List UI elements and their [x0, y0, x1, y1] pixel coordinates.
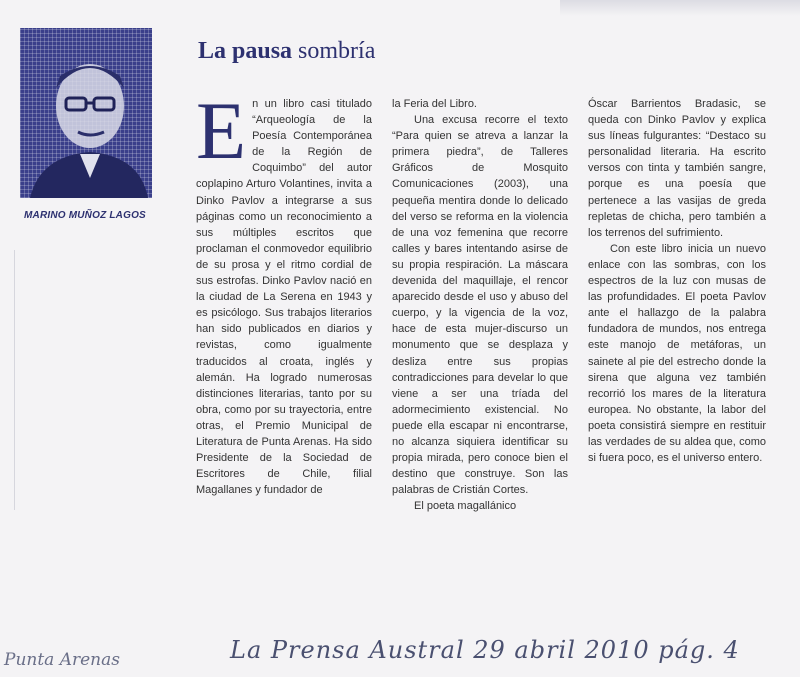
author-portrait-icon [20, 28, 152, 198]
author-byline: MARINO MUÑOZ LAGOS [24, 210, 146, 221]
article-column-2 [392, 96, 568, 651]
handwritten-margin-note: Punta Arenas [4, 650, 120, 670]
paragraph: la Feria del Libro. [392, 98, 477, 110]
title-rest: sombría [298, 38, 376, 64]
scan-margin-line [14, 250, 15, 510]
article-column-1 [196, 96, 372, 651]
article-column-3 [588, 96, 766, 651]
article-title [198, 38, 375, 65]
paragraph: Una excusa recorre el texto “Para quien se atreva a lanzar la primera piedra”, de Talleres Gráficos de Mosquito Comunicaciones (2003), una pequeña mentira donde lo delicado del verso se reforma en la violencia de una voz femenina que recorre calles y bares intentando asirse de su propia respiración. La máscara devenida del maquillaje, el rencor aparecido desde el uso y abuso del cuerpo, y la vigencia de la voz, hace de esta mujer-discurso un monumento que se desplaza y desliza entre sus propias contradicciones para develar lo que viene a ser una tríada del adormecimiento existencial. No puede ella escapar ni encontrarse, no alcanza siquiera identificar su propia mirada, pero conoce bien el destino que construye. Son las palabras de Cristián Cortes. [392, 114, 568, 497]
scan-smudge [560, 0, 800, 16]
author-photo [20, 28, 152, 198]
paragraph: El poeta magallánico [414, 500, 517, 513]
title-strong: La pausa [198, 38, 293, 64]
paragraph: Óscar Barrientos Bradasic, se queda con Dinko Pavlov y explica sus líneas fulgurantes: “Destaco su personalidad literaria. Ha escrito versos con tinta y también sangre, porque es una poesía que pertenece a las vasijas de greda repletas de chicha, pero también a los terrenos del sufrimiento. [588, 98, 766, 239]
handwritten-source-note: La Prensa Austral 29 abril 2010 pág. 4 [230, 636, 740, 664]
paragraph: n un libro casi titulado “Arqueología de la Poesía Contemporánea de la Región de Coquimbo” del autor coplapino Arturo Volantines, invita a Dinko Pavlov a integrarse a sus páginas como un reconocimiento a sus múltiples escritos que proclaman el conmovedor equilibrio de su prosa y el ritmo cordial de sus estrofas. Dinko Pavlov nació en la ciudad de La Serena en 1943 y es psicólogo. Sus trabajos literarios han sido publicados en diarios y revistas, como igualmente traducidos al croata, inglés y alemán. Ha logrado numerosas distinciones literarias, tanto por su obra, como por su trayectoria, entre otras, el Premio Municipal de Literatura de Punta Arenas. Ha sido Presidente de la Sociedad de Escritores de Chile, filial Magallanes y fundador de [196, 98, 372, 497]
drop-cap: E [196, 96, 247, 176]
paragraph: Con este libro inicia un nuevo enlace con las sombras, con los espectros de la luz con musas de las profundidades. El poeta Pavlov ante el hallazgo de la palabra fundadora de mundos, nos entrega este manojo de metáforas, un sainete al pie del estrecho donde la sirena que alguna vez también recorrió los mares de la literatura europea. No obstante, la labor del poeta consistirá siempre en restituir las verdades de su aldea que, como si fuera poco, es el universo entero. [588, 242, 766, 465]
